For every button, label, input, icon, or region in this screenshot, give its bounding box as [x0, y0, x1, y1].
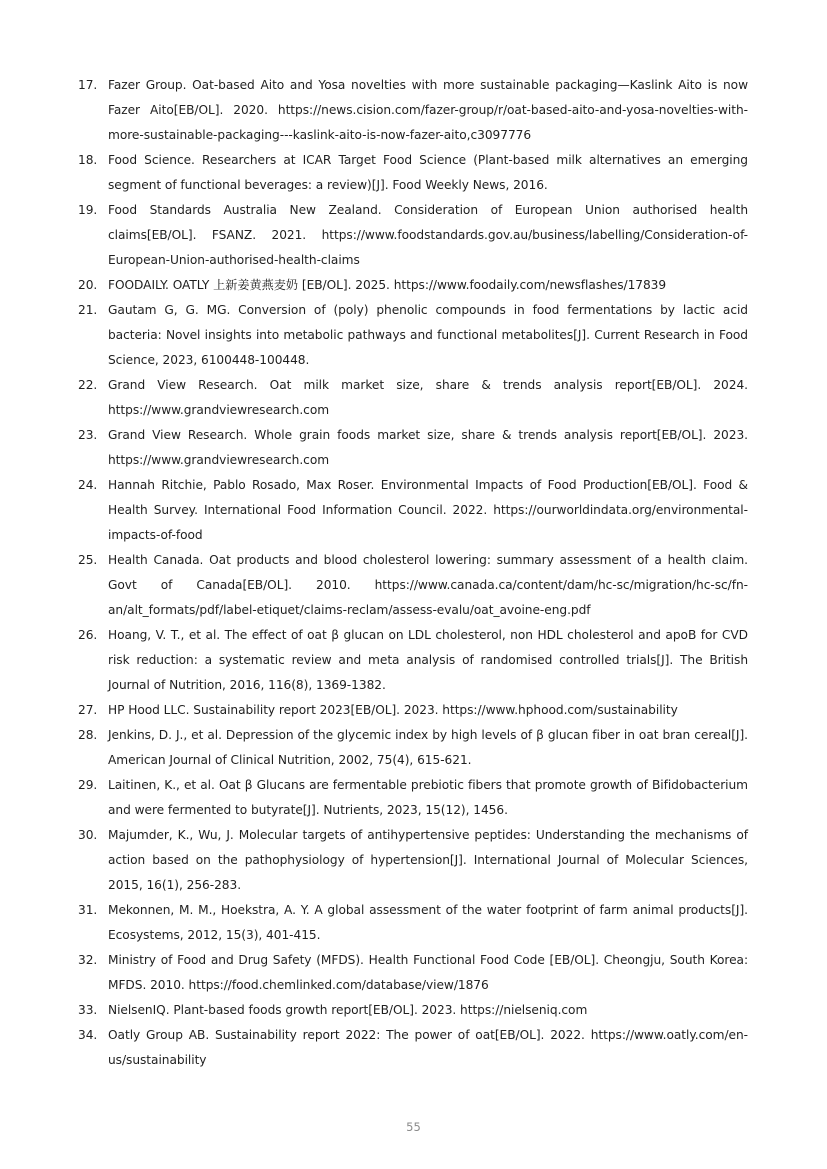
reference-text: Food Standards Australia New Zealand. Consideration of European Union authorised health claims[EB/OL]. FSANZ. 2021. https://www.foodstandards.gov.au/business/labelling/Consideration-of-European-Union-authorised-health-claims	[108, 203, 748, 267]
reference-item	[78, 423, 748, 473]
reference-text: FOODAILY. OATLY 上新姜黄燕麦奶 [EB/OL]. 2025. https://www.foodaily.com/newsflashes/17839	[108, 278, 667, 292]
reference-number: 20.	[78, 278, 98, 292]
reference-item	[78, 298, 748, 373]
reference-item	[78, 623, 748, 698]
reference-item	[78, 898, 748, 948]
reference-number: 22.	[78, 378, 98, 392]
reference-number: 29.	[78, 778, 98, 792]
page-number: 55	[406, 1120, 421, 1134]
reference-item	[78, 698, 748, 723]
reference-item	[78, 823, 748, 898]
reference-number: 28.	[78, 728, 98, 742]
reference-text: Grand View Research. Whole grain foods market size, share & trends analysis report[EB/OL]. 2023. https://www.grandviewresearch.com	[108, 428, 748, 467]
reference-number: 32.	[78, 953, 98, 967]
reference-item	[78, 148, 748, 198]
reference-number: 21.	[78, 303, 98, 317]
reference-item	[78, 73, 748, 148]
reference-item	[78, 723, 748, 773]
reference-text: HP Hood LLC. Sustainability report 2023[EB/OL]. 2023. https://www.hphood.com/sustainability	[108, 703, 678, 717]
reference-number: 30.	[78, 828, 98, 842]
reference-list	[78, 73, 748, 1073]
reference-text: Gautam G, G. MG. Conversion of (poly) phenolic compounds in food fermentations by lactic acid bacteria: Novel insights into metabolic pathways and functional metabolites[J]. Current Research in Food Science, 2023, 6100448-100448.	[108, 303, 748, 367]
reference-item	[78, 373, 748, 423]
reference-text: Hannah Ritchie, Pablo Rosado, Max Roser. Environmental Impacts of Food Production[EB/OL]. Food & Health Survey. International Food Information Council. 2022. https://ourworldindata.org/environmental-impacts-of-food	[108, 478, 748, 542]
reference-item	[78, 273, 748, 298]
reference-item	[78, 998, 748, 1023]
reference-text: NielsenIQ. Plant-based foods growth report[EB/OL]. 2023. https://nielseniq.com	[108, 1003, 588, 1017]
reference-text: Jenkins, D. J., et al. Depression of the glycemic index by high levels of β glucan fiber in oat bran cereal[J]. American Journal of Clinical Nutrition, 2002, 75(4), 615-621.	[108, 728, 748, 767]
reference-number: 23.	[78, 428, 98, 442]
reference-number: 24.	[78, 478, 98, 492]
reference-text: Laitinen, K., et al. Oat β Glucans are fermentable prebiotic fibers that promote growth of Bifidobacterium and were fermented to butyrate[J]. Nutrients, 2023, 15(12), 1456.	[108, 778, 748, 817]
reference-number: 27.	[78, 703, 98, 717]
reference-text: Mekonnen, M. M., Hoekstra, A. Y. A global assessment of the water footprint of farm animal products[J]. Ecosystems, 2012, 15(3), 401-415.	[108, 903, 748, 942]
reference-item	[78, 773, 748, 823]
reference-number: 19.	[78, 203, 98, 217]
reference-text: Fazer Group. Oat-based Aito and Yosa novelties with more sustainable packaging—Kaslink Aito is now Fazer Aito[EB/OL]. 2020. https://news.cision.com/fazer-group/r/oat-based-aito-and-yosa-novelties-with-more-sustainable-packaging---kaslink-aito-is-now-fazer-aito,c3097776	[108, 78, 748, 142]
reference-number: 31.	[78, 903, 98, 917]
reference-number: 17.	[78, 78, 98, 92]
reference-number: 33.	[78, 1003, 98, 1017]
reference-text: Food Science. Researchers at ICAR Target Food Science (Plant-based milk alternatives an emerging segment of functional beverages: a review)[J]. Food Weekly News, 2016.	[108, 153, 748, 192]
reference-number: 25.	[78, 553, 98, 567]
reference-text: Ministry of Food and Drug Safety (MFDS). Health Functional Food Code [EB/OL]. Cheongju, South Korea: MFDS. 2010. https://food.chemlinked.com/database/view/1876	[108, 953, 748, 992]
reference-number: 26.	[78, 628, 98, 642]
reference-text: Health Canada. Oat products and blood cholesterol lowering: summary assessment of a health claim. Govt of Canada[EB/OL]. 2010. https://www.canada.ca/content/dam/hc-sc/migration/hc-sc/fn-an/alt_formats/pdf/label-etiquet/claims-reclam/assess-evalu/oat_avoine-eng.pdf	[108, 553, 748, 617]
reference-text: Oatly Group AB. Sustainability report 2022: The power of oat[EB/OL]. 2022. https://www.oatly.com/en-us/sustainability	[108, 1028, 748, 1067]
reference-item	[78, 198, 748, 273]
reference-item	[78, 948, 748, 998]
reference-text: Majumder, K., Wu, J. Molecular targets of antihypertensive peptides: Understanding the mechanisms of action based on the pathophysiology of hypertension[J]. International Journal of Molecular Sciences, 2015, 16(1), 256-283.	[108, 828, 748, 892]
reference-item	[78, 473, 748, 548]
reference-text: Grand View Research. Oat milk market size, share & trends analysis report[EB/OL]. 2024. https://www.grandviewresearch.com	[108, 378, 748, 417]
reference-text: Hoang, V. T., et al. The effect of oat β glucan on LDL cholesterol, non HDL cholesterol and apoB for CVD risk reduction: a systematic review and meta analysis of randomised controlled trials[J]. The British Journal of Nutrition, 2016, 116(8), 1369-1382.	[108, 628, 748, 692]
reference-item	[78, 1023, 748, 1073]
reference-number: 18.	[78, 153, 98, 167]
reference-number: 34.	[78, 1028, 98, 1042]
reference-item	[78, 548, 748, 623]
